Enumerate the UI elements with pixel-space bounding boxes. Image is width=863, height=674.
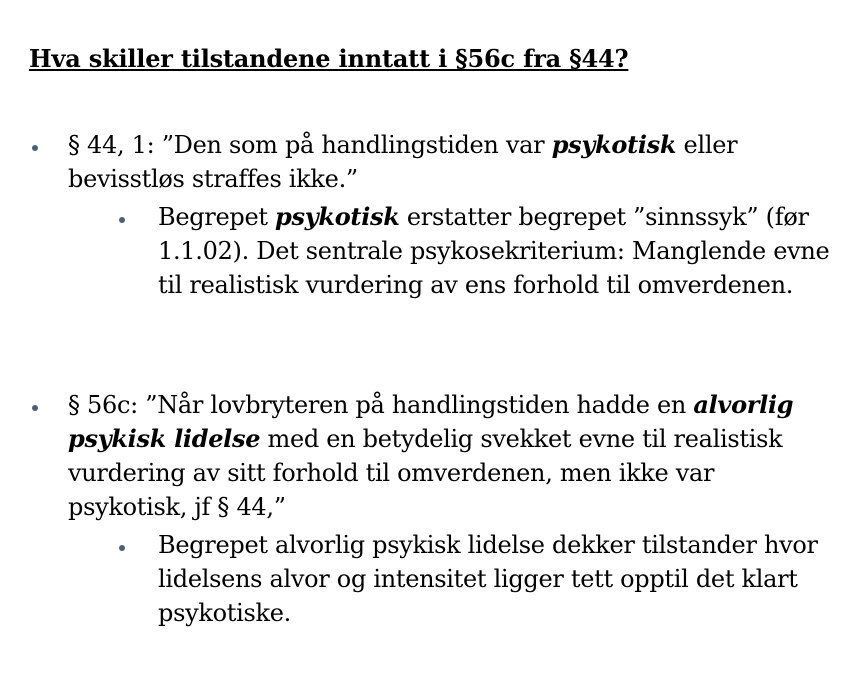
bullet-point-section-56c [68, 388, 828, 524]
sub-bullet-text: erstatter begrepet ”sinnssyk” (før 1.1.02). Det sentrale psykosekriterium: Manglende evne til realistisk vurdering av ens forhold til omverdenen. [158, 203, 830, 299]
emphasis-text: psykotisk [275, 202, 400, 231]
bullet-text: § 56c: ”Når lovbryteren på handlingstiden hadde en [68, 391, 694, 419]
emphasis-text: psykotisk [551, 130, 677, 159]
sub-bullet-point-psykotisk [158, 200, 848, 302]
sub-bullet-point-alvorlig-lidelse [158, 528, 848, 630]
bullet-dot [32, 145, 38, 151]
bullet-text: § 44, 1: ”Den som på handlingstiden var [68, 131, 552, 159]
sub-bullet-text: Begrepet [158, 203, 276, 231]
bullet-dot [119, 545, 125, 551]
bullet-dot [119, 217, 125, 223]
bullet-text: med en betydelig svekket evne til realistisk vurdering av sitt forhold til omverdenen, men ikke var psykotisk, jf § 44,” [68, 425, 783, 521]
bullet-dot [32, 405, 38, 411]
bullet-text: eller bevisstløs straffes ikke.” [68, 131, 738, 193]
emphasis-text: alvorlig psykisk lidelse [68, 390, 794, 453]
slide-title: Hva skiller tilstandene inntatt i §56c fra §44? [29, 44, 629, 73]
bullet-point-section-44 [68, 128, 828, 196]
sub-bullet-text: Begrepet alvorlig psykisk lidelse dekker tilstander hvor lidelsens alvor og intensitet ligger tett opptil det klart psykotiske. [158, 531, 818, 627]
